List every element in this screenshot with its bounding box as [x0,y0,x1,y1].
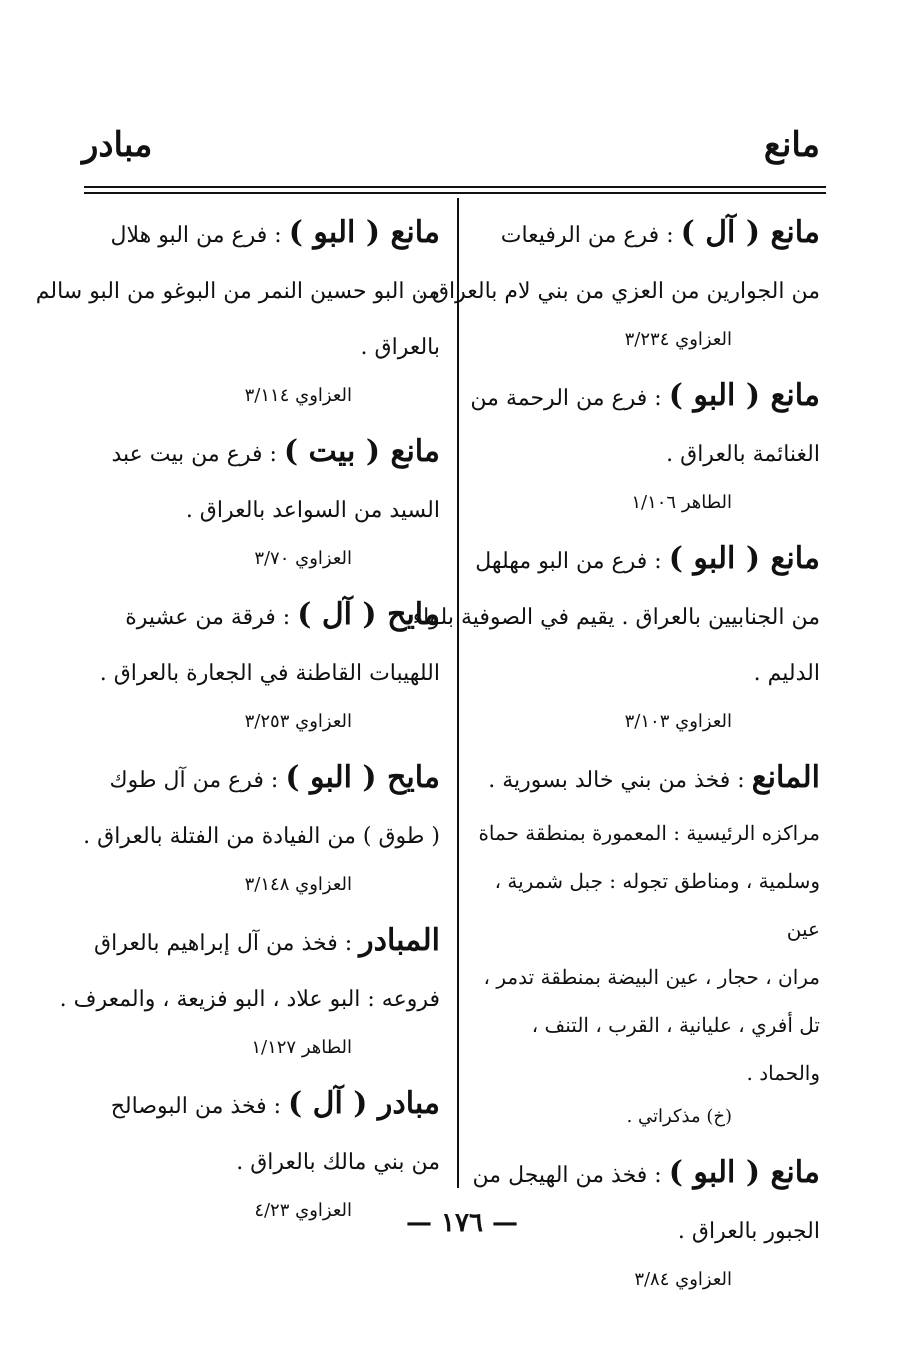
entry-line: فروعه : البو علاد ، البو فزيعة ، والمعرف . [59,987,440,1012]
entry [35,205,440,416]
entry-line: مراكزه الرئيسية : المعمورة بمنطقة حماة [478,821,820,845]
entry-line: من الجوارين من العزي من بني لام بالعراق . [417,279,820,304]
entry-line: من بني مالك بالعراق . [236,1150,440,1175]
entry [83,750,440,905]
entry-headword: مانع ( آل ) [680,215,820,250]
entry [470,368,820,523]
entry-line: السيد من السواعد بالعراق . [185,498,440,523]
entry-line: مايح ( البو ) : فرع من آل طوك [109,760,440,795]
entry-source: العزاوي ٣/٢٥٣ [244,711,352,732]
entry-headword: المبادر [359,923,440,958]
entry-line: مانع ( البو ) : فرع من الرحمة من [470,378,820,413]
entry-line: الدليم . [753,661,820,686]
entry-line: مانع ( بيت ) : فرع من بيت عبد [111,434,440,469]
entry-source: العزاوي ٣/١٤٨ [244,874,352,895]
entry-source: (خ) مذكراتي . [626,1106,732,1127]
entry [88,424,440,579]
entry-line: المبادر : فخذ من آل إبراهيم بالعراق [94,923,440,958]
running-head-left: مبادر [82,125,153,165]
entry-line: مانع ( البو ) : فرع من البو مهلهل [475,541,820,576]
entry-line: مبادر ( آل ) : فخذ من البوصالح [110,1086,440,1121]
entry-line: مران ، حجار ، عين البيضة بمنطقة تدمر ، [483,965,820,989]
entry [470,750,820,1137]
entry-line: اللهيبات القاطنة في الجعارة بالعراق . [99,661,440,686]
entry-headword: مانع ( البو ) [668,541,820,576]
entry-line: من البو حسين النمر من البوغو من البو سالم [35,279,440,304]
entry-line: من الجنابيين بالعراق . يقيم في الصوفية بلواء [412,605,820,630]
entry-line: الجبور بالعراق . [677,1219,820,1244]
entry-source: العزاوي ٣/١١٤ [244,385,352,406]
entry-headword: مانع ( بيت ) [283,434,440,469]
entry-source: العزاوي ٣/١٠٣ [624,711,732,732]
left-column [35,205,440,1239]
entry-line: وسلمية ، ومناطق تجوله : جبل شمرية ، عين [494,869,820,941]
page-number: — ١٧٦ — [405,1208,519,1238]
column-separator [457,198,459,1188]
entry [412,531,820,742]
entry-source: العزاوي ٣/٢٣٤ [624,329,732,350]
entry-line: مانع ( البو ) : فخذ من الهيجل من [472,1155,820,1190]
entry-headword: مانع ( البو ) [668,1155,820,1190]
entry [417,205,820,360]
entry-line: مانع ( آل ) : فرع من الرفيعات [500,215,820,250]
header-rule-top [84,186,826,188]
entry-headword: مبادر ( آل ) [288,1086,440,1121]
entry-headword: مايح ( البو ) [285,760,440,795]
entry-line: ( طوق ) من الفيادة من الفتلة بالعراق . [83,824,440,849]
entry-line: تل أفري ، عليانية ، القرب ، التنف ، والحماد . [531,1013,820,1085]
entry-source: العزاوي ٤/٢٣ [254,1200,352,1221]
entry-headword: مانع ( البو ) [668,378,820,413]
entry [59,913,440,1068]
entry-line: المانع : فخذ من بني خالد بسورية . [488,760,820,795]
entry [88,587,440,742]
header-rule-bottom [84,192,826,194]
entry-line: مايح ( آل ) : فرقة من عشيرة [125,597,440,632]
entry-headword: مانع ( البو ) [288,215,440,250]
entry-line: بالعراق . [360,335,440,360]
entry-headword: المانع [751,760,820,795]
running-head-right: مانع [763,125,820,165]
entry-source: الطاهر ١/١٠٦ [631,492,732,513]
entry-source: العزاوي ٣/٨٤ [634,1269,732,1290]
entry-line: مانع ( البو ) : فرع من البو هلال [110,215,440,250]
entry-source: الطاهر ١/١٢٧ [251,1037,352,1058]
entry-line: الغنائمة بالعراق . [666,442,820,467]
entry-headword: مايح ( آل ) [297,597,440,632]
entry-source: العزاوي ٣/٧٠ [254,548,352,569]
